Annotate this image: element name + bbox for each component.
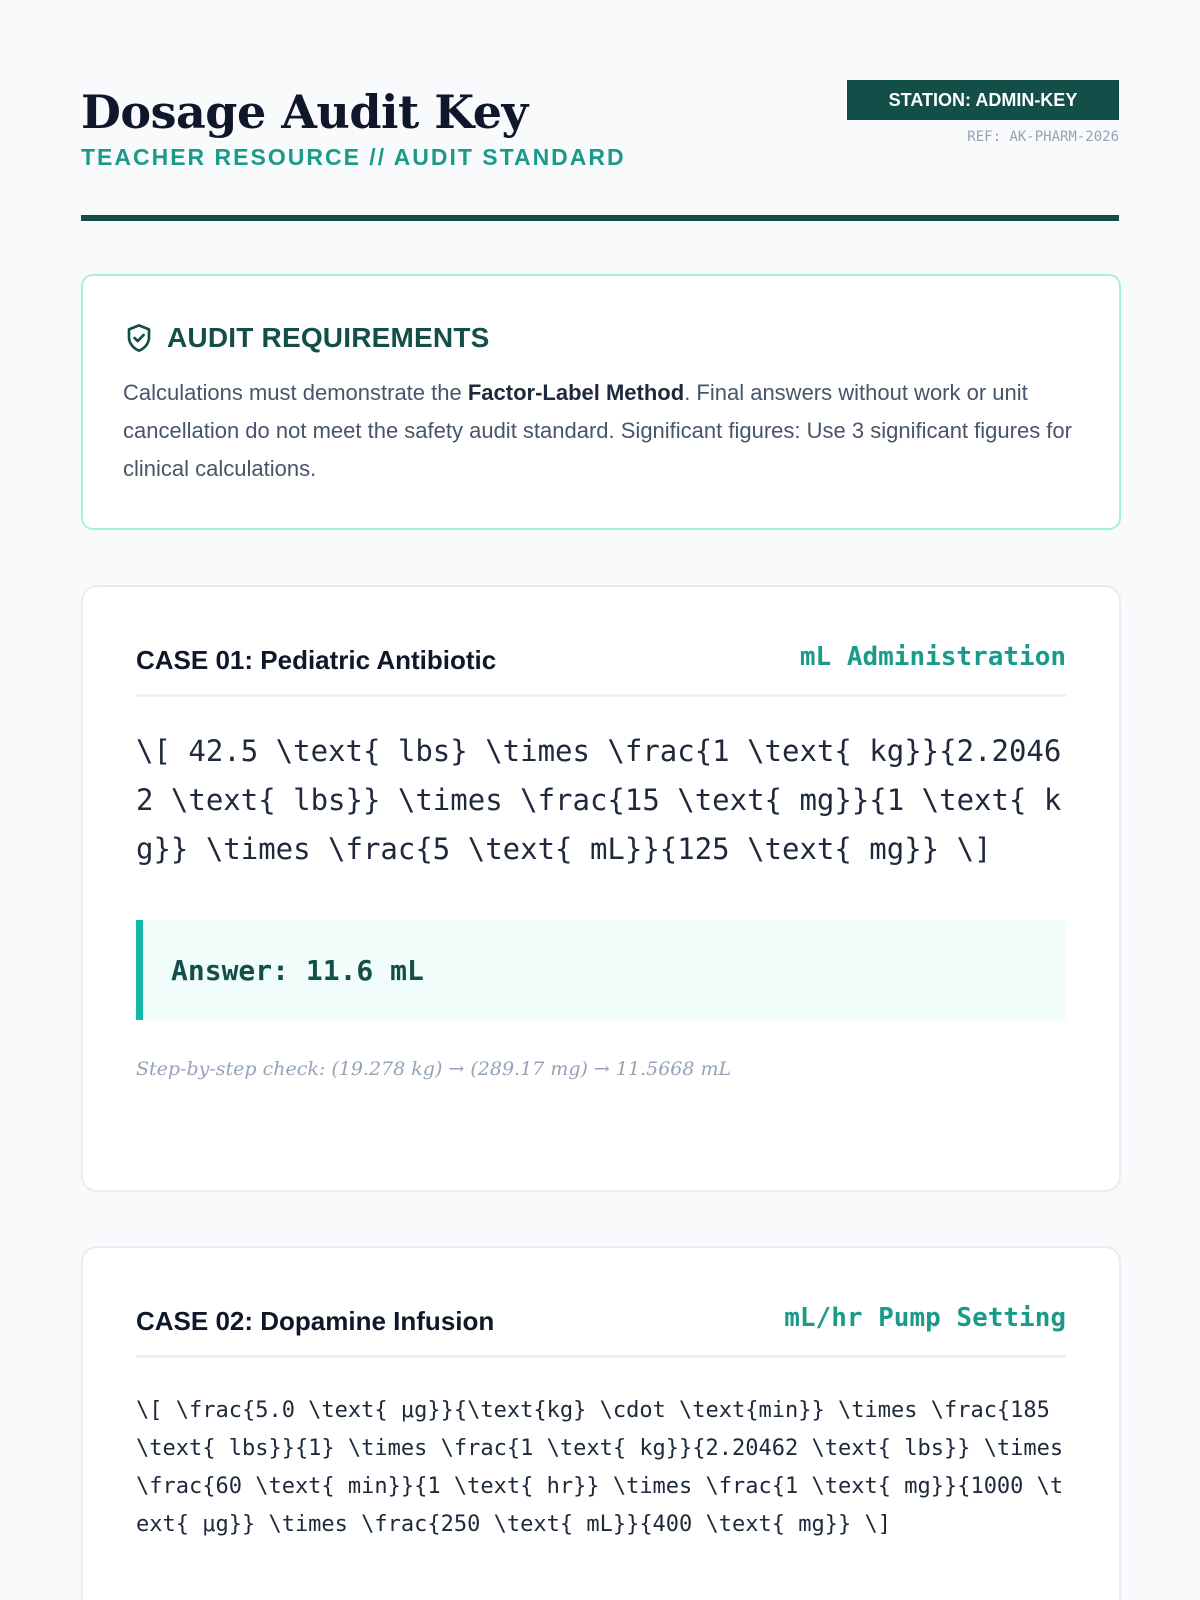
case-tag: mL/hr Pump Setting (784, 1303, 1066, 1333)
case-card (81, 585, 1121, 1192)
case-tag: mL Administration (799, 642, 1066, 672)
step-check-note: Step-by-step check: (19.278 kg) → (289.17 mg) → 11.5668 mL (136, 1058, 732, 1080)
requirements-text-bold: Factor-Label Method (467, 380, 685, 405)
page-header (81, 0, 1119, 221)
shield-check-icon (123, 322, 155, 354)
answer-text: Answer: 11.6 mL (171, 953, 424, 987)
audit-requirements-box (81, 274, 1121, 530)
case-card (81, 1246, 1121, 1600)
audit-requirements-text (123, 374, 1079, 488)
reference-code: REF: AK-PHARM-2026 (967, 129, 1119, 145)
requirements-text-start: Calculations must demonstrate the (123, 380, 468, 405)
case-title: CASE 01: Pediatric Antibiotic (136, 645, 497, 675)
requirements-text-end: . Final answers without work or unit cancellation do not meet the safety audit standard. Significant figures: Use 3 significant figures for clinical calculations. (123, 380, 1072, 481)
case-header (136, 587, 1066, 697)
audit-requirements-header (123, 318, 1079, 358)
case-header (136, 1248, 1066, 1358)
case-title: CASE 02: Dopamine Infusion (136, 1306, 495, 1336)
station-badge: STATION: ADMIN-KEY (847, 80, 1119, 120)
case-formula: \[ 42.5 \text{ lbs} \times \frac{1 \text{ kg}}{2.20462 \text{ lbs}} \times \frac{15 \text{ mg}}{1 \text{ kg}} \times \frac{5 \text{ mL}}{125 \text{ mg}} \] (136, 734, 1062, 866)
answer-box (136, 920, 1066, 1020)
case-formula: \[ \frac{5.0 \text{ μg}}{\text{kg} \cdot \text{min}} \times \frac{185 \text{ lbs}}{1} \times \frac{1 \text{ kg}}{2.20462 \text{ lbs}} \times \frac{60 \text{ min}}{1 \text{ hr}} \times \frac{1 \text{ mg}}{1000 \text{ μg}} \times \frac{250 \text{ mL}}{400 \text{ mg}} \] (136, 1398, 1064, 1537)
audit-requirements-title: AUDIT REQUIREMENTS (167, 322, 490, 353)
page-title: Dosage Audit Key (81, 85, 528, 139)
page-subtitle: TEACHER RESOURCE // AUDIT STANDARD (81, 144, 626, 170)
